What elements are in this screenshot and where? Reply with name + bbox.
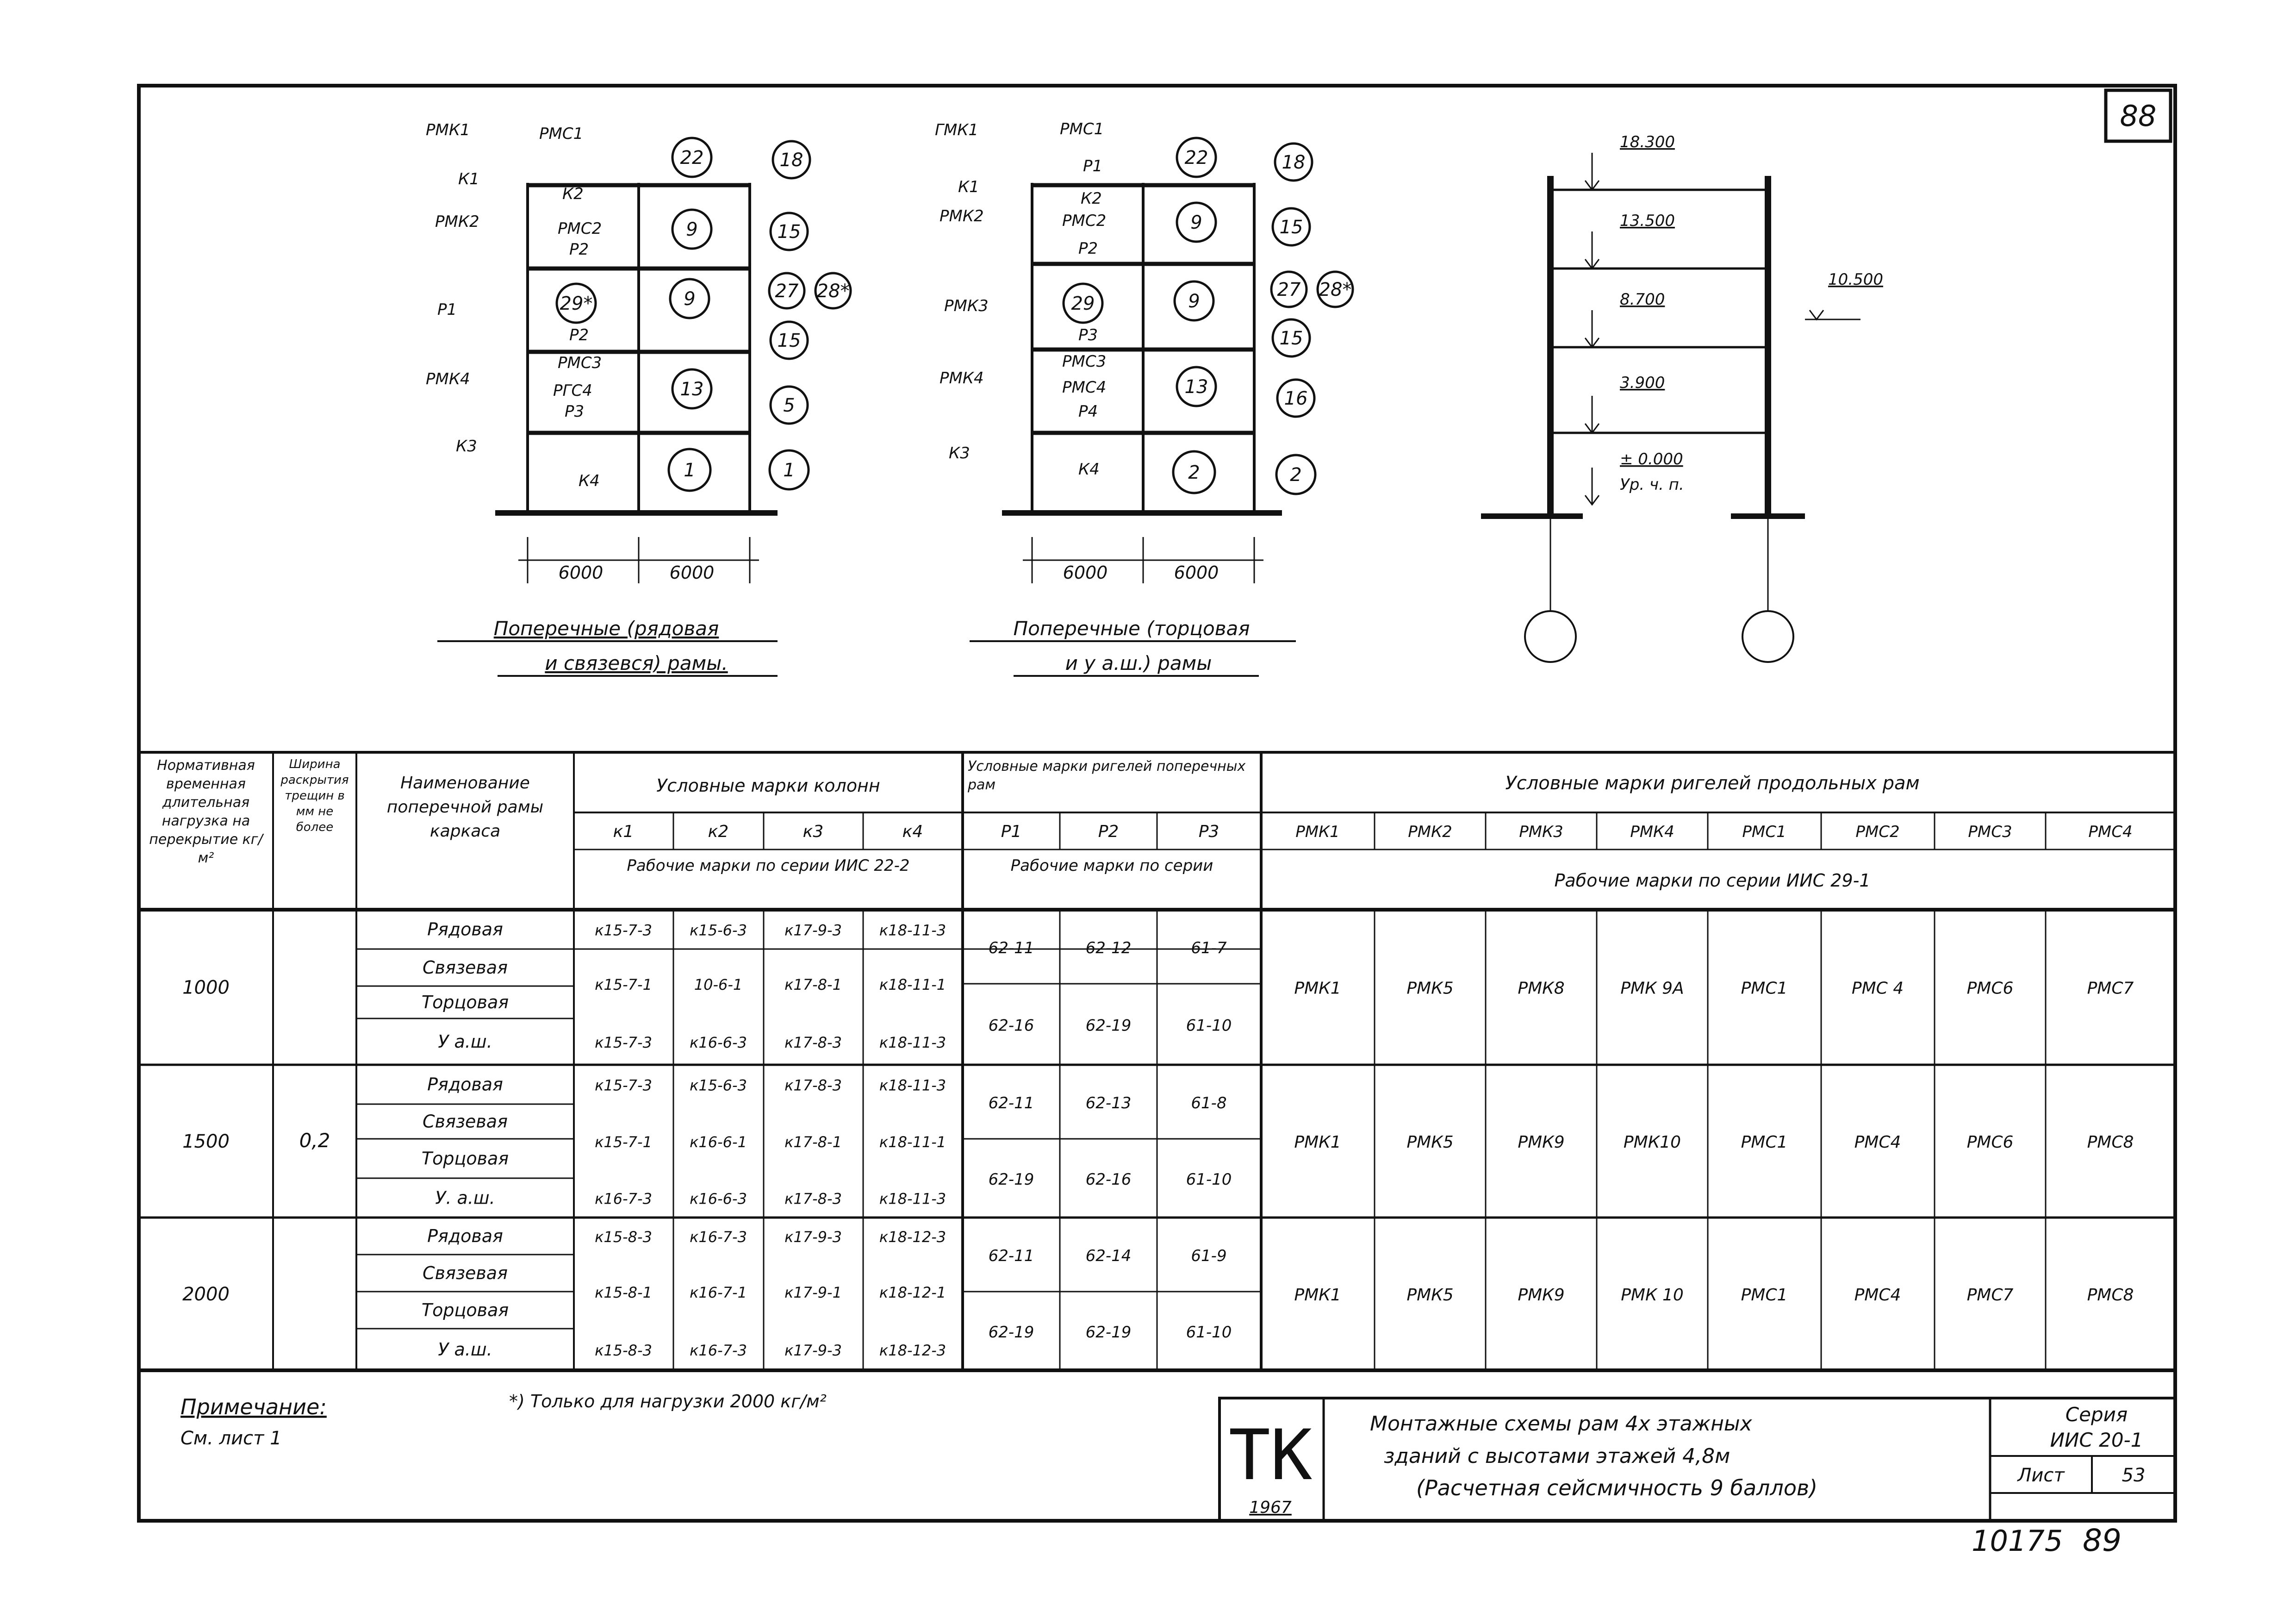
bar-mark-bottom: 62-16 <box>1085 1170 1132 1189</box>
column-mark-k3: к17-8-1 <box>784 1133 842 1151</box>
column-mark-k3: к17-9-3 <box>784 1342 842 1359</box>
svg-text:РМК2: РМК2 <box>435 212 479 231</box>
column-mark-k2: к16-7-1 <box>690 1284 747 1301</box>
bar-mark-top: 62-13 <box>1085 1094 1132 1112</box>
long-bar-mark: РМС6 <box>1966 1133 2014 1152</box>
svg-text:Ур. ч. п.: Ур. ч. п. <box>1620 475 1684 494</box>
column-mark-k2: к15-6-3 <box>690 1076 747 1094</box>
series-value: ИИС 20-1 <box>2050 1429 2143 1451</box>
svg-text:18: 18 <box>779 150 803 171</box>
svg-text:Р2: Р2 <box>569 240 589 259</box>
svg-text:РМК4: РМК4 <box>426 370 470 388</box>
svg-text:15: 15 <box>777 221 801 243</box>
series-label: Серия <box>2065 1403 2128 1426</box>
column-mark-k1: к15-7-1 <box>595 976 652 993</box>
bar-mark-top: 61-7 <box>1191 939 1227 957</box>
svg-text:Р1: Р1 <box>437 300 457 319</box>
svg-text:К3: К3 <box>456 437 477 456</box>
svg-text:Р2: Р2 <box>569 326 589 344</box>
long-bar-mark: РМК 10 <box>1621 1286 1684 1305</box>
svg-text:6000: 6000 <box>669 562 715 583</box>
svg-text:9: 9 <box>1190 212 1202 233</box>
frame-b-caption <box>970 617 1296 676</box>
column-mark-k2: к15-6-3 <box>690 921 747 939</box>
bar-mark-top: 61-9 <box>1191 1247 1227 1265</box>
column-mark-k2: к16-6-3 <box>690 1034 747 1051</box>
section-diagram <box>1481 176 1860 662</box>
svg-text:РГС4: РГС4 <box>553 381 592 400</box>
page-number: 88 <box>2120 99 2157 133</box>
title-line-1: Монтажные схемы рам 4х этажных <box>1370 1412 1752 1436</box>
svg-text:Р3: Р3 <box>565 402 585 421</box>
long-bar-mark: РМС6 <box>1966 979 2014 998</box>
svg-text:к1: к1 <box>613 822 634 841</box>
frame-a-circles <box>557 138 851 491</box>
note-bars: Рабочие марки по серии <box>1010 856 1213 875</box>
sheet-label: Лист <box>2017 1465 2065 1486</box>
long-bar-mark: РМК 9А <box>1620 979 1684 998</box>
bar-mark-bottom: 62-19 <box>1085 1016 1132 1035</box>
svg-text:22: 22 <box>680 147 704 169</box>
svg-text:ГМК1: ГМК1 <box>935 121 979 139</box>
bar-mark-bottom: 62-19 <box>988 1170 1034 1189</box>
column-mark-k1: к15-8-1 <box>595 1284 652 1301</box>
bar-mark-top: 62-12 <box>1085 939 1132 957</box>
svg-text:Р1: Р1 <box>1001 822 1022 841</box>
svg-text:27: 27 <box>775 281 799 302</box>
long-bar-mark: РМС8 <box>2087 1133 2134 1152</box>
svg-text:2: 2 <box>1188 462 1200 483</box>
frame-b-dimensions <box>1063 562 1219 583</box>
frame-name: Связевая <box>423 957 508 978</box>
frame-name: Связевая <box>423 1111 508 1132</box>
note-long: Рабочие марки по серии ИИС 29-1 <box>1554 870 1871 891</box>
svg-text:18.300: 18.300 <box>1620 133 1675 151</box>
section-levels <box>1620 133 1883 494</box>
header-cols: Условные марки колонн <box>656 775 880 796</box>
svg-text:Р1: Р1 <box>1083 157 1103 175</box>
long-bar-mark: РМК9 <box>1518 1133 1565 1152</box>
svg-text:Р4: Р4 <box>1078 402 1098 421</box>
column-mark-k1: к16-7-3 <box>595 1190 652 1208</box>
svg-text:6000: 6000 <box>558 562 604 583</box>
column-mark-k4: к18-11-1 <box>879 976 946 993</box>
svg-text:18: 18 <box>1282 152 1306 173</box>
header-width: Ширина раскрытия трещин в мм не более <box>280 757 349 834</box>
svg-text:Р3: Р3 <box>1198 822 1220 841</box>
note-cols: Рабочие марки по серии ИИС 22-2 <box>627 856 910 875</box>
frame-name: Торцовая <box>421 1300 509 1320</box>
svg-text:К3: К3 <box>949 444 970 462</box>
svg-text:6000: 6000 <box>1063 562 1108 583</box>
header-bars: Условные марки ригелей поперечных рам <box>968 758 1246 793</box>
column-mark-k1: к15-7-1 <box>595 1133 652 1151</box>
svg-text:РМК1: РМК1 <box>1295 823 1340 841</box>
column-mark-k3: к17-8-3 <box>784 1190 842 1208</box>
load-value: 1000 <box>182 977 230 999</box>
title-line-2: зданий с высотами этажей 4,8м <box>1384 1444 1730 1468</box>
long-bar-mark: РМС7 <box>1966 1286 2014 1305</box>
bar-mark-top: 62-11 <box>988 1094 1034 1112</box>
column-mark-k2: к16-6-1 <box>690 1133 747 1151</box>
bar-mark-bottom: 62-19 <box>988 1323 1034 1342</box>
frame-name: Торцовая <box>421 1148 509 1169</box>
svg-text:РМК3: РМК3 <box>944 297 989 315</box>
svg-text:9: 9 <box>1188 291 1200 312</box>
column-mark-k4: к18-12-3 <box>879 1342 946 1359</box>
frame-a-caption <box>437 617 778 676</box>
column-mark-k3: к17-9-3 <box>784 921 842 939</box>
svg-text:Р2: Р2 <box>1078 239 1098 258</box>
svg-text:РМК4: РМК4 <box>1630 823 1674 841</box>
bottom-numbers <box>1972 1523 2122 1558</box>
long-bar-mark: РМК5 <box>1406 1286 1454 1305</box>
frame-a-dimensions <box>559 562 715 583</box>
svg-text:РМС2: РМС2 <box>1062 212 1107 230</box>
table-header <box>140 754 2133 908</box>
svg-text:РМС1: РМС1 <box>1060 120 1104 138</box>
stamp-letters: ТК <box>1228 1415 1313 1496</box>
bar-mark-bottom: 61-10 <box>1186 1016 1232 1035</box>
column-mark-k3: к17-9-3 <box>784 1228 842 1246</box>
long-bar-mark: РМК10 <box>1623 1133 1681 1152</box>
column-mark-k4: к18-11-3 <box>879 921 946 939</box>
column-mark-k4: к18-12-3 <box>879 1228 946 1246</box>
frame-name: Торцовая <box>421 992 509 1012</box>
header-long: Условные марки ригелей продольных рам <box>1505 773 1920 794</box>
bar-mark-top: 62-11 <box>988 939 1034 957</box>
svg-text:и у а.ш.) рамы: и у а.ш.) рамы <box>1065 652 1212 675</box>
svg-text:1: 1 <box>783 460 795 481</box>
svg-text:К2: К2 <box>562 185 584 203</box>
svg-text:15: 15 <box>1279 328 1303 349</box>
svg-text:РМК4: РМК4 <box>940 369 984 387</box>
long-bar-mark: РМК5 <box>1406 1133 1454 1152</box>
column-mark-k1: к15-7-3 <box>595 921 652 939</box>
long-bar-mark: РМС 4 <box>1851 979 1904 998</box>
svg-text:РМК2: РМК2 <box>940 207 984 225</box>
long-bar-mark: РМК5 <box>1406 979 1454 998</box>
load-value: 2000 <box>182 1284 230 1305</box>
svg-text:15: 15 <box>1279 217 1303 238</box>
svg-text:28*: 28* <box>1319 279 1352 300</box>
column-mark-k1: к15-8-3 <box>595 1342 652 1359</box>
svg-text:10.500: 10.500 <box>1828 270 1883 289</box>
svg-text:РМС2: РМС2 <box>558 219 602 238</box>
long-bar-mark: РМС1 <box>1741 1133 1788 1152</box>
column-mark-k3: к17-8-3 <box>784 1034 842 1051</box>
column-mark-k4: к18-11-3 <box>879 1190 946 1208</box>
svg-text:16: 16 <box>1284 388 1308 409</box>
svg-text:8.700: 8.700 <box>1620 290 1665 309</box>
svg-text:13: 13 <box>1184 376 1208 398</box>
svg-text:9: 9 <box>684 288 696 310</box>
column-mark-k2: 10-6-1 <box>694 976 743 993</box>
svg-text:29*: 29* <box>560 293 593 314</box>
long-bar-mark: РМК8 <box>1518 979 1565 998</box>
column-mark-k2: к16-7-3 <box>690 1342 747 1359</box>
long-bar-mark: РМК9 <box>1518 1286 1565 1305</box>
svg-text:К4: К4 <box>1078 460 1100 479</box>
bar-mark-top: 61-8 <box>1191 1094 1227 1112</box>
bar-mark-bottom: 62-19 <box>1085 1323 1132 1342</box>
load-value: 1500 <box>182 1131 230 1152</box>
column-mark-k4: к18-11-3 <box>879 1034 946 1051</box>
header-name: Наименование поперечной рамы каркаса <box>386 774 544 841</box>
svg-text:РМС3: РМС3 <box>558 354 602 372</box>
footnote: *) Только для нагрузки 2000 кг/м² <box>509 1391 827 1412</box>
svg-text:РМК3: РМК3 <box>1519 823 1563 841</box>
svg-text:РМС1: РМС1 <box>1742 823 1786 841</box>
column-mark-k1: к15-7-3 <box>595 1034 652 1051</box>
column-mark-k1: к15-8-3 <box>595 1228 652 1246</box>
section-level-marks <box>1585 153 1599 505</box>
svg-text:к3: к3 <box>803 822 824 841</box>
column-mark-k1: к15-7-3 <box>595 1076 652 1094</box>
note-title: Примечание: <box>180 1394 327 1419</box>
svg-text:К4: К4 <box>579 472 600 490</box>
svg-text:27: 27 <box>1277 279 1301 300</box>
long-bar-mark: РМС8 <box>2087 1286 2134 1305</box>
frame-name: У а.ш. <box>438 1031 492 1052</box>
svg-text:К2: К2 <box>1081 189 1102 208</box>
svg-text:РМС3: РМС3 <box>1968 823 2012 841</box>
bar-mark-bottom: 61-10 <box>1186 1323 1232 1342</box>
frame-b-diagram <box>1002 183 1282 583</box>
frame-name: У а.ш. <box>438 1339 492 1360</box>
sheet-value: 53 <box>2122 1465 2146 1486</box>
svg-text:28*: 28* <box>816 281 850 302</box>
stamp-year: 1967 <box>1249 1498 1292 1517</box>
svg-text:Р3: Р3 <box>1078 326 1098 344</box>
width-value: 0,2 <box>299 1129 330 1152</box>
svg-text:РМС4: РМС4 <box>2088 823 2133 841</box>
column-mark-k4: к18-12-1 <box>879 1284 946 1301</box>
svg-text:РМК2: РМК2 <box>1408 823 1452 841</box>
long-bar-mark: РМС4 <box>1854 1133 1901 1152</box>
column-mark-k3: к17-9-1 <box>784 1284 842 1301</box>
svg-text:29: 29 <box>1071 293 1095 314</box>
frame-name: Рядовая <box>427 919 503 940</box>
long-bar-mark: РМС1 <box>1741 1286 1788 1305</box>
svg-text:± 0.000: ± 0.000 <box>1620 450 1683 468</box>
svg-text:к4: к4 <box>902 822 923 841</box>
svg-text:10175: 10175 <box>1972 1524 2063 1558</box>
svg-text:22: 22 <box>1184 147 1208 169</box>
column-mark-k4: к18-11-3 <box>879 1076 946 1094</box>
svg-text:РМС4: РМС4 <box>1062 378 1107 397</box>
frame-name: Связевая <box>423 1263 508 1283</box>
frame-a-diagram <box>495 183 778 583</box>
footer <box>180 1391 2175 1521</box>
svg-text:РМС3: РМС3 <box>1062 352 1107 371</box>
title-line-3: (Расчетная сейсмичность 9 баллов) <box>1416 1475 1818 1500</box>
bar-mark-top: 62-11 <box>988 1247 1034 1265</box>
column-mark-k2: к16-6-3 <box>690 1190 747 1208</box>
svg-text:Поперечные (рядовая: Поперечные (рядовая <box>493 617 719 640</box>
column-mark-k2: к16-7-3 <box>690 1228 747 1246</box>
svg-text:К1: К1 <box>958 178 979 196</box>
long-bar-mark: РМС4 <box>1854 1286 1901 1305</box>
svg-text:5: 5 <box>783 395 795 416</box>
note-text: См. лист 1 <box>180 1428 282 1449</box>
long-bar-mark: РМК1 <box>1294 979 1341 998</box>
svg-text:к2: к2 <box>708 822 729 841</box>
svg-text:13.500: 13.500 <box>1620 212 1675 230</box>
column-mark-k3: к17-8-1 <box>784 976 842 993</box>
svg-text:и связевся) рамы.: и связевся) рамы. <box>545 652 728 675</box>
bar-mark-top: 62-14 <box>1085 1247 1132 1265</box>
frame-b-circles <box>1064 138 1353 494</box>
page-number-box <box>2106 90 2171 141</box>
svg-text:89: 89 <box>2083 1523 2122 1558</box>
svg-text:К1: К1 <box>458 170 479 188</box>
long-bar-mark: РМК1 <box>1294 1133 1341 1152</box>
frame-name: У. а.ш. <box>435 1187 495 1208</box>
header-load: Нормативная временная длительная нагрузка на перекрытие кг/ м² <box>149 757 263 866</box>
svg-text:6000: 6000 <box>1174 562 1219 583</box>
svg-text:РМС2: РМС2 <box>1855 823 1900 841</box>
svg-text:2: 2 <box>1290 464 1302 486</box>
svg-text:15: 15 <box>777 330 801 351</box>
frame-name: Рядовая <box>427 1074 503 1095</box>
svg-text:9: 9 <box>686 219 698 240</box>
svg-text:1: 1 <box>684 460 696 481</box>
column-mark-k3: к17-8-3 <box>784 1076 842 1094</box>
frame-name: Рядовая <box>427 1226 503 1246</box>
svg-text:3.900: 3.900 <box>1620 374 1665 392</box>
svg-text:РМК1: РМК1 <box>426 121 470 139</box>
bar-mark-bottom: 62-16 <box>988 1016 1034 1035</box>
svg-text:13: 13 <box>680 379 704 400</box>
svg-text:РМС1: РМС1 <box>539 125 584 143</box>
long-bar-mark: РМС7 <box>2087 979 2134 998</box>
svg-text:Поперечные (торцовая: Поперечные (торцовая <box>1013 617 1250 640</box>
long-bar-mark: РМК1 <box>1294 1286 1341 1305</box>
bar-mark-bottom: 61-10 <box>1186 1170 1232 1189</box>
column-mark-k4: к18-11-1 <box>879 1133 946 1151</box>
long-bar-mark: РМС1 <box>1741 979 1788 998</box>
svg-text:Р2: Р2 <box>1098 822 1119 841</box>
